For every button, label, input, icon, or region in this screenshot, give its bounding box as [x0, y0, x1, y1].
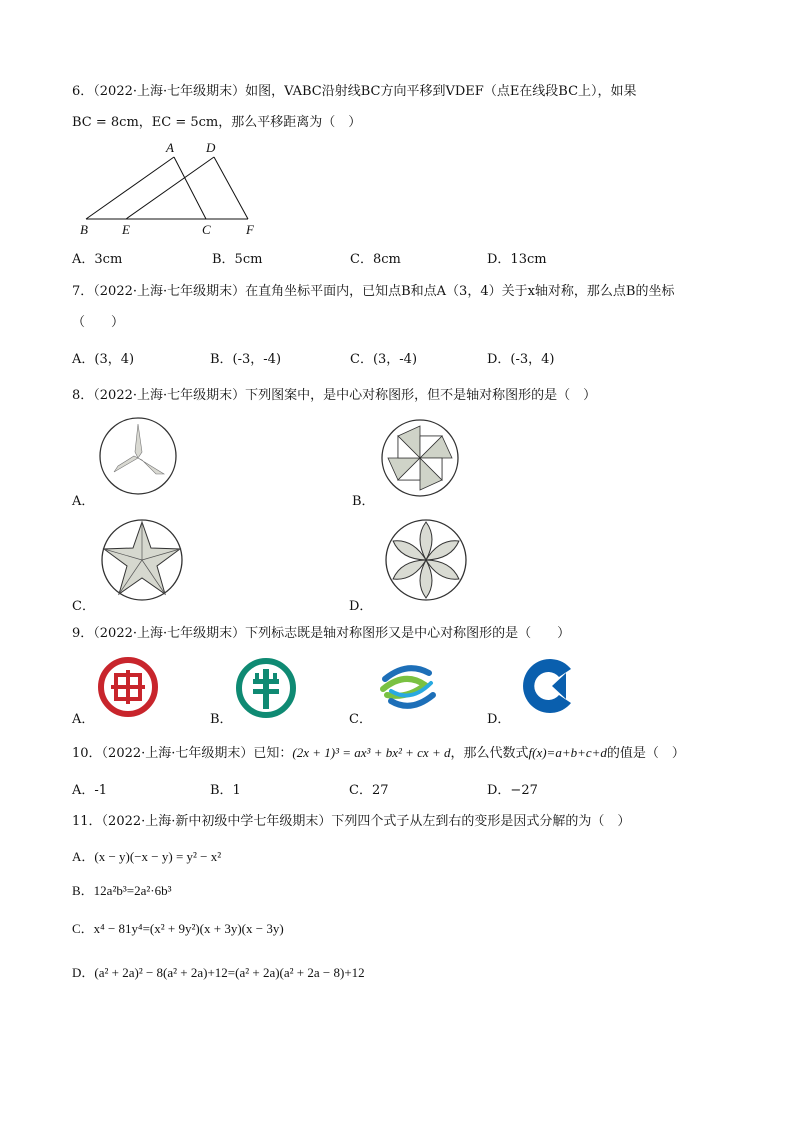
q6-stem-line2: BC = 8cm，EC = 5cm，那么平移距离为（ ）	[72, 115, 362, 130]
q11-option-d[interactable]: D．(a² + 2a)² − 8(a² + 2a)+12=(a² + 2a)(a² + 2a − 8)+12	[72, 965, 365, 980]
label-c: C	[202, 222, 211, 237]
q6-translation-figure	[78, 140, 268, 240]
q10-option-d[interactable]: D．−27	[487, 783, 538, 798]
q9-logo-a-bank-icon[interactable]	[97, 656, 159, 718]
q8-option-a[interactable]: A．	[72, 494, 95, 509]
q10-option-a[interactable]: A．-1	[72, 783, 108, 798]
q7-stem-line2: （ ）	[72, 315, 125, 330]
q9-stem: 9．（2022·上海·七年级期末）下列标志既是轴对称图形又是中心对称图形的是（ ）	[72, 626, 571, 641]
q6-stem-line1: 6．（2022·上海·七年级期末）如图，VABC沿射线BC方向平移到VDEF（点E在线段BC上），如果	[72, 84, 637, 99]
q10-option-c[interactable]: C．27	[349, 783, 389, 798]
q11-option-a[interactable]: A．(x − y)(−x − y) = y² − x²	[72, 849, 222, 864]
q6-option-a[interactable]: A．3cm	[72, 252, 123, 267]
q10-stem-prefix: 10．（2022·上海·七年级期末）已知：	[72, 746, 293, 761]
label-b: B	[80, 222, 88, 237]
q11-stem: 11．（2022·上海·新中初级中学七年级期末）下列四个式子从左到右的变形是因式分解的为（ ）	[72, 814, 631, 829]
q8-figure-c-star[interactable]	[100, 518, 184, 602]
q7-stem-line1: 7．（2022·上海·七年级期末）在直角坐标平面内，已知点B和点A（3，4）关于x轴对称，那么点B的坐标	[72, 284, 675, 299]
q6-option-d[interactable]: D．13cm	[487, 252, 547, 267]
q8-figure-a-tri-blade[interactable]	[98, 416, 178, 496]
label-d: D	[206, 140, 216, 155]
q11-option-c[interactable]: C．x⁴ − 81y⁴=(x² + 9y²)(x + 3y)(x − 3y)	[72, 921, 284, 936]
q7-option-c[interactable]: C．(3，-4)	[350, 352, 418, 367]
q8-option-d[interactable]: D．	[349, 599, 373, 614]
q8-option-b[interactable]: B．	[352, 494, 375, 509]
q10-stem-end: 的值是（ ）	[606, 746, 685, 761]
q10-fx: f(x)=a+b+c+d	[528, 745, 607, 760]
q10-stem	[72, 742, 685, 761]
q9-logo-b-agri-icon[interactable]	[235, 657, 297, 719]
q6-option-b[interactable]: B．5cm	[212, 252, 263, 267]
q7-option-d[interactable]: D．(-3，4)	[487, 352, 555, 367]
segment-ab	[86, 157, 174, 219]
q9-logo-c-mobile-icon[interactable]	[377, 655, 439, 717]
q10-option-b[interactable]: B．1	[210, 783, 241, 798]
q9-option-c[interactable]: C．	[349, 712, 372, 727]
label-a: A	[166, 140, 174, 155]
q10-stem-mid: ，那么代数式	[450, 746, 529, 761]
label-f: F	[246, 222, 254, 237]
q7-option-b[interactable]: B．(-3，-4)	[210, 352, 282, 367]
q8-figure-b-pinwheel[interactable]	[380, 418, 460, 498]
q8-figure-d-flower[interactable]	[384, 518, 468, 602]
q9-option-a[interactable]: A．	[72, 712, 95, 727]
segment-df	[214, 157, 248, 219]
label-e: E	[122, 222, 130, 237]
q10-equation: (2x + 1)³ = ax³ + bx² + cx + d	[292, 745, 451, 760]
q8-stem: 8．（2022·上海·七年级期末）下列图案中，是中心对称图形，但不是轴对称图形的是（ ）	[72, 388, 597, 403]
q9-option-b[interactable]: B．	[210, 712, 233, 727]
q6-option-c[interactable]: C．8cm	[350, 252, 401, 267]
q8-option-c[interactable]: C．	[72, 599, 95, 614]
q9-option-d[interactable]: D．	[487, 712, 511, 727]
q9-logo-d-construction-icon[interactable]	[519, 655, 581, 717]
q11-option-b[interactable]: B．12a²b³=2a²·6b³	[72, 883, 172, 898]
q7-option-a[interactable]: A．(3，4)	[72, 352, 135, 367]
